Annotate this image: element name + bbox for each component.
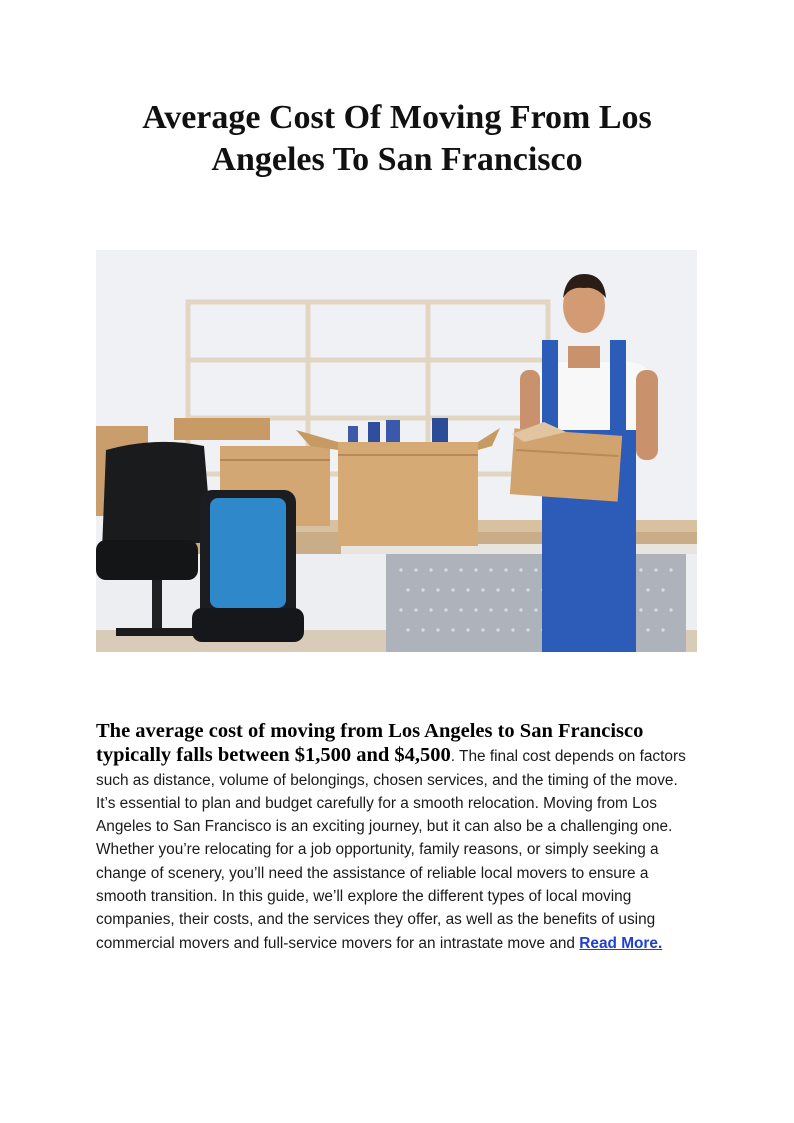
lead-sentence: The average cost of moving from Los Angeles to San Francisco typically falls between $1,500 and $4,500 bbox=[96, 720, 644, 767]
article-paragraph bbox=[96, 720, 700, 955]
mover-photo bbox=[96, 250, 697, 652]
blue-chair bbox=[192, 490, 304, 642]
read-more-link[interactable]: Read More. bbox=[579, 934, 663, 952]
body-text: . The final cost depends on factors such as distance, volume of belongings, chosen services, and the timing of the move. It’s essential to plan and budget carefully for a smooth relocation. Moving from Los Angeles to San Francisco is an exciting journey, but it can also be a challenging one. Whether you’re relocating for a job opportunity, family reasons, or simply seeking a change of scenery, you’ll need the assistance of reliable local movers to ensure a smooth transition. In this guide, we’ll explore the different types of local moving companies, their costs, and the services they offer, as well as the benefits of using commercial movers and full-service movers for an intrastate move and bbox=[96, 748, 686, 952]
page-title: Average Cost Of Moving From Los Angeles To San Francisco bbox=[142, 99, 652, 178]
